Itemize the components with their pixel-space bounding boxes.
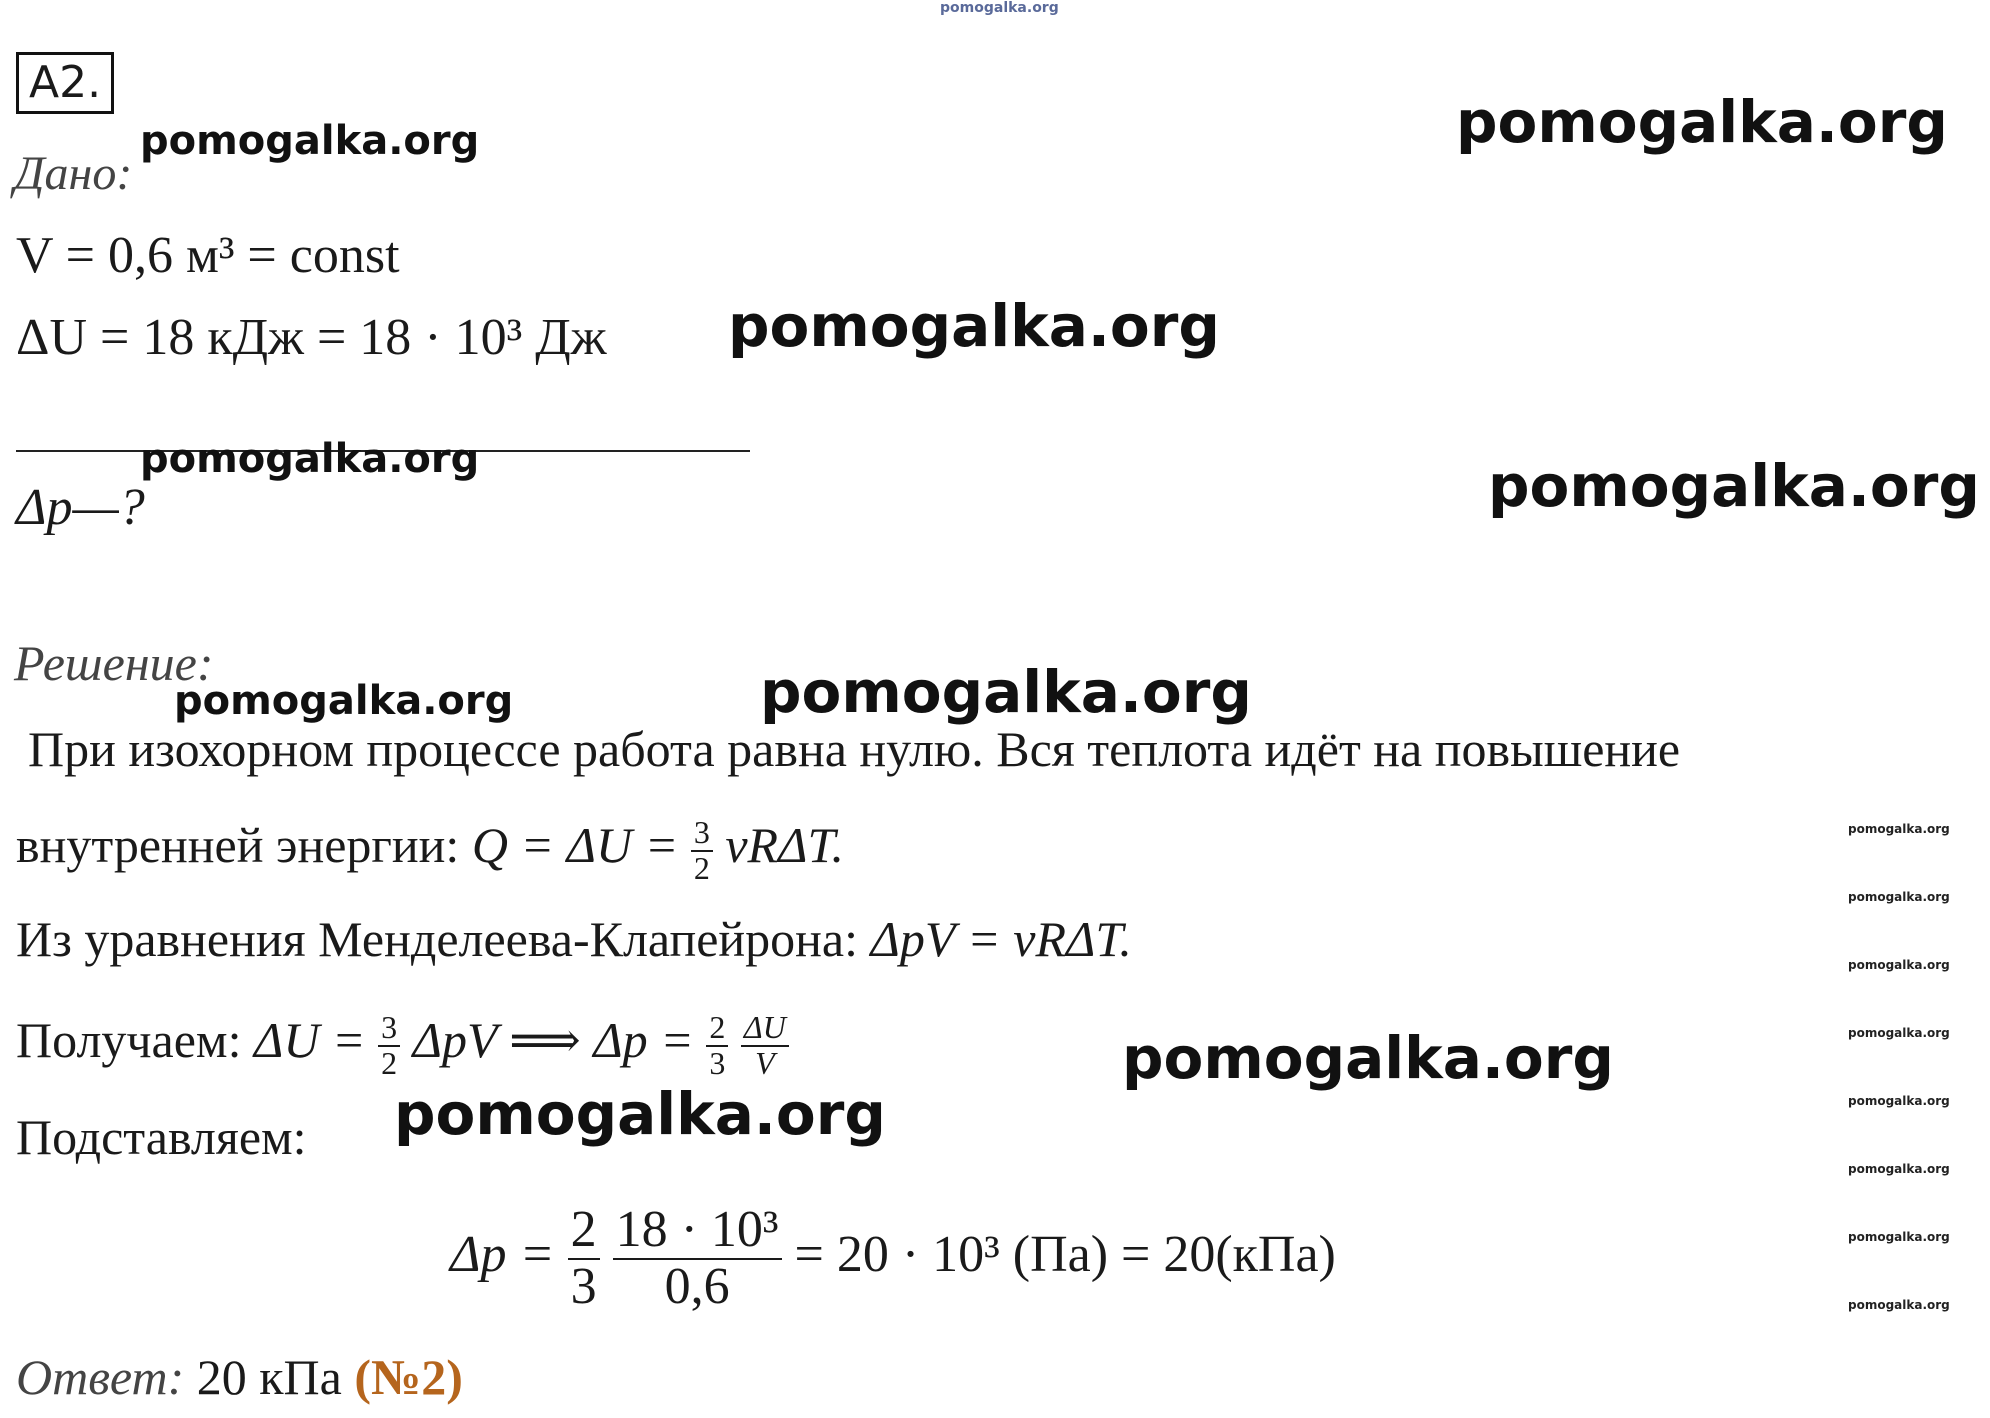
watermark-4: pomogalka.org [140,436,480,482]
solution-paragraph-4 [16,990,789,1090]
solution-paragraph-3 [16,910,1132,968]
watermark-2: pomogalka.org [140,118,480,164]
given-line-energy: ΔU = 18 кДж = 18 · 10³ Дж [16,309,607,366]
p4-fraction-3 [741,1008,789,1081]
watermark-tiny-4: pomogalka.org [1848,1026,1950,1040]
p2-fraction-num: 3 [691,816,713,852]
solution-paragraph-1: При изохорном процессе работа равна нулю. Вся теплота идёт на повышение [28,721,1681,777]
p2-fraction [691,813,713,886]
p4-fraction-3-den: V [755,1044,775,1081]
final-left: Δp = [450,1226,555,1283]
p4-fraction-3-num: ΔU [741,1011,789,1047]
given-line-volume: V = 0,6 м³ = const [16,227,400,284]
p2-fraction-den: 2 [693,849,710,886]
p4-fraction-1 [378,1008,400,1081]
answer-line [16,1348,463,1406]
watermark-1: pomogalka.org [1456,88,1948,156]
p4-fraction-1-den: 2 [381,1044,398,1081]
watermark-tiny-3: pomogalka.org [1848,958,1950,972]
final-fraction-1 [568,1203,600,1314]
final-fraction-1-den: 3 [570,1258,597,1316]
watermark-tiny-8: pomogalka.org [1848,1298,1950,1312]
p3-formula: ΔpV = νRΔT. [870,911,1132,967]
p2-formula-left: Q = ΔU = [471,817,679,873]
p4-formula-2: ΔpV ⟹ Δp = [412,1012,694,1068]
watermark-6: pomogalka.org [174,678,514,724]
watermark-tiny-2: pomogalka.org [1848,890,1950,904]
answer-number: (№2) [354,1349,463,1405]
final-fraction-1-num: 2 [568,1203,600,1260]
watermark-3: pomogalka.org [728,292,1220,360]
final-formula [450,1180,1336,1330]
watermark-tiny-1: pomogalka.org [1848,822,1950,836]
p2-formula-right: νRΔT. [725,817,845,873]
final-fraction-2-num: 18 · 10³ [613,1203,782,1260]
p4-fraction-2 [706,1008,728,1081]
problem-label: A2. [16,52,114,114]
watermark-tiny-7: pomogalka.org [1848,1230,1950,1244]
p4-fraction-2-den: 3 [709,1044,726,1081]
solution-paragraph-5: Подставляем: [16,1109,307,1165]
final-fraction-2 [613,1203,782,1314]
p4-text: Получаем: [16,1012,242,1068]
solution-paragraph-2 [16,800,844,890]
p4-formula-1: ΔU = [253,1012,366,1068]
p4-fraction-2-num: 2 [706,1011,728,1047]
watermark-7: pomogalka.org [760,658,1252,726]
find-line: Δp—? [16,479,145,536]
header-watermark: pomogalka.org [940,0,1059,16]
watermark-tiny-5: pomogalka.org [1848,1094,1950,1108]
solution-heading: Решение: [14,635,214,691]
answer-value: 20 кПа [196,1349,342,1405]
final-fraction-2-den: 0,6 [664,1258,730,1316]
watermark-5: pomogalka.org [1488,452,1980,520]
watermark-tiny-6: pomogalka.org [1848,1162,1950,1176]
p2-text: внутренней энергии: [16,817,460,873]
watermark-8: pomogalka.org [1122,1024,1614,1092]
p3-text: Из уравнения Менделеева-Клапейрона: [16,911,859,967]
watermark-9: pomogalka.org [394,1080,886,1148]
answer-label: Ответ: [16,1349,185,1405]
final-right: = 20 · 10³ (Па) = 20(кПа) [794,1226,1336,1283]
given-heading: Дано: [14,147,133,200]
p4-fraction-1-num: 3 [378,1011,400,1047]
